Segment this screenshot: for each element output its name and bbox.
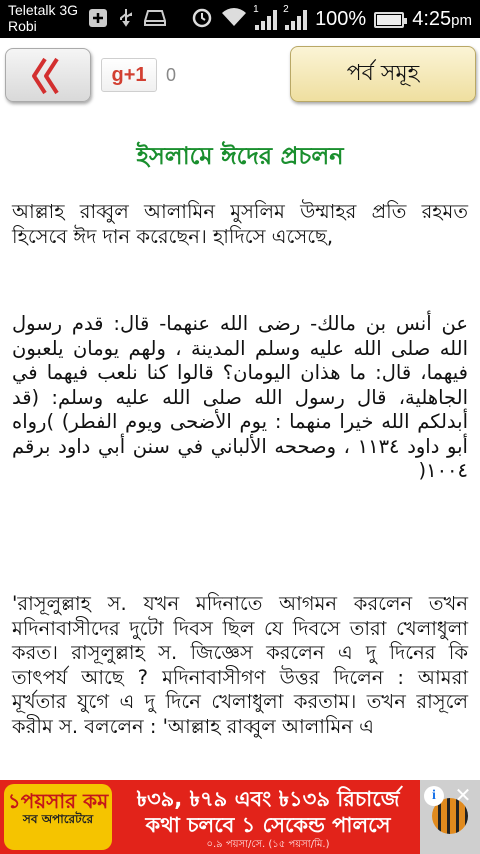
ad-line2: কথা চলবে ১ সেকেন্ড পালসে bbox=[145, 813, 391, 837]
ad-logo bbox=[4, 784, 112, 850]
ad-banner[interactable] bbox=[0, 780, 480, 854]
sections-button[interactable]: পর্ব সমূহ bbox=[290, 46, 476, 102]
back-chevrons-icon bbox=[28, 56, 68, 96]
status-bar bbox=[0, 0, 480, 38]
add-box-icon bbox=[88, 8, 108, 33]
wifi-icon bbox=[221, 7, 247, 32]
google-plus-one-button[interactable]: g+1 bbox=[101, 58, 157, 92]
carrier-line2: Robi bbox=[8, 18, 37, 34]
usb-icon bbox=[118, 8, 134, 33]
back-button[interactable] bbox=[5, 48, 91, 102]
clock-suffix: pm bbox=[451, 12, 472, 29]
ad-logo-line2: সব অপারেটরে bbox=[22, 812, 94, 826]
battery-icon bbox=[374, 12, 404, 28]
signal-icon-sim1 bbox=[253, 3, 277, 30]
toolbar bbox=[0, 38, 480, 110]
ad-text bbox=[118, 786, 418, 852]
clock bbox=[412, 8, 472, 31]
plus-one-count: 0 bbox=[166, 65, 177, 85]
sim1-label: 1 bbox=[253, 3, 259, 15]
close-icon[interactable]: ✕ bbox=[454, 783, 472, 807]
article-title: ইসলামে ঈদের প্রচলন bbox=[136, 142, 344, 170]
storage-icon bbox=[144, 9, 166, 32]
battery-percent: 100% bbox=[315, 8, 367, 30]
carrier-line1: Teletalk 3G bbox=[8, 2, 79, 18]
notification-icons bbox=[88, 8, 166, 33]
info-icon[interactable]: i bbox=[424, 786, 444, 806]
carrier-label bbox=[8, 2, 78, 34]
ad-line1: ৳৩৯, ৳৭৯ এবং ৳১৩৯ রিচার্জে bbox=[136, 787, 400, 811]
sim2-label: 2 bbox=[283, 3, 289, 15]
article-content[interactable] bbox=[0, 110, 480, 780]
article-paragraph-1: আল্লাহ রাব্বুল আলামিন মুসলিম উম্মাহর প্রতি রহমত হিসেবে ঈদ দান করেছেন। হাদিসে এসেছে, bbox=[12, 200, 468, 248]
status-right bbox=[191, 3, 472, 33]
article-paragraph-3: 'রাসূলুল্লাহ স. যখন মদিনাতে আগমন করলেন তখন মদিনাবাসীদের দুটো দিবস ছিল যে দিবসে তারা খেলাধুলা করত। রাসূলুল্লাহ স. জিজ্ঞেস করলেন এ দু দিনের কি তাৎপর্য আছে ? মদিনাবাসীগণ উত্তর দিলেন : আমরা মূর্খতার যুগে এ দু দিনে খেলাধুলা করতাম। তখন রাসূলে করীম স. বললেন : 'আল্লাহ রাব্বুল আলামিন এ bbox=[12, 592, 468, 738]
article-paragraph-arabic: عن أنس بن مالك- رضى الله عنهما- قال: قدم رسول الله صلى الله عليه وسلم المدينة ، ولهم يومان يلعبون فيهما، قال: ما هذان اليومان؟ قالوا كنا نلعب فيهما في الجاهلية، قال رسول الله صلى الله عليه وسلم: (قد أبدلكم الله خيرا منهما : يوم الأضحى ويوم الفطر) )رواه أبو داود ١١٣٤ ، وصححه الألباني في سنن أبي داود برقم ١٠٠٤( bbox=[12, 312, 468, 482]
clock-time: 4:25 bbox=[412, 8, 452, 30]
alarm-icon bbox=[191, 6, 213, 33]
ad-logo-line1: ১পয়সার কম bbox=[7, 789, 109, 813]
ad-fine-print: ০.৯ পয়সা/সে. (১৫ পয়সা/মি.) bbox=[206, 839, 330, 850]
signal-icon-sim2 bbox=[283, 3, 307, 30]
